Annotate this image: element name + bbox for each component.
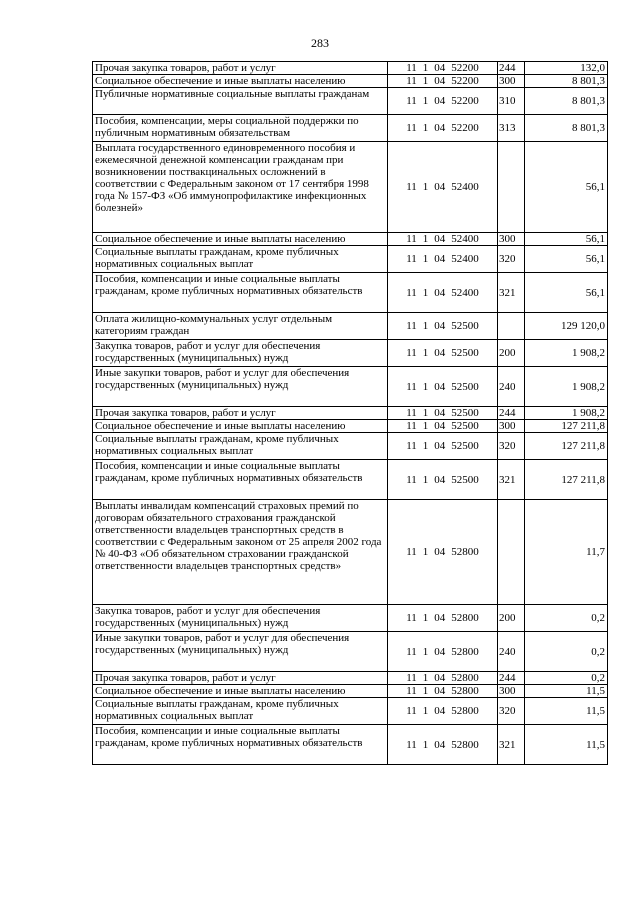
- code-code-a: 11: [406, 286, 417, 299]
- code-code-a: 11: [406, 473, 417, 486]
- code-code-c: 04: [434, 347, 446, 359]
- code-code-c: 04: [434, 122, 446, 134]
- code-target: 52800: [451, 546, 479, 558]
- row-name: Социальные выплаты гражданам, кроме публичных нормативных социальных выплат: [93, 246, 388, 273]
- code-code-b: 1: [422, 286, 429, 299]
- code-code-a: 11: [406, 75, 417, 87]
- row-code: [388, 75, 498, 88]
- code-target: 52200: [451, 122, 479, 134]
- code-code-a: 11: [406, 233, 417, 245]
- code-code-a: 11: [406, 181, 417, 193]
- row-code: [388, 433, 498, 460]
- table-row: [93, 340, 608, 367]
- row-sum: 11,5: [525, 698, 608, 725]
- table-row: [93, 142, 608, 233]
- row-code: [388, 273, 498, 313]
- row-name: Публичные нормативные социальные выплаты гражданам: [93, 88, 388, 115]
- code-code-b: 1: [422, 320, 429, 332]
- code-target: 52800: [451, 738, 479, 751]
- row-name: Закупка товаров, работ и услуг для обеспечения государственных (муниципальных) нужд: [93, 605, 388, 632]
- row-name: Иные закупки товаров, работ и услуг для обеспечения государственных (муниципальных) нужд: [93, 632, 388, 672]
- code-code-b: 1: [422, 546, 429, 558]
- code-code-a: 11: [406, 320, 417, 332]
- table-row: [93, 500, 608, 605]
- page-number: 283: [311, 36, 329, 50]
- row-expense-type: 244: [498, 407, 525, 420]
- code-code-c: 04: [434, 612, 446, 624]
- row-name: Оплата жилищно-коммунальных услуг отдельным категориям граждан: [93, 313, 388, 340]
- row-expense-type: 244: [498, 672, 525, 685]
- row-expense-type: 321: [498, 273, 525, 313]
- row-sum: 56,1: [525, 233, 608, 246]
- code-code-a: 11: [406, 62, 417, 74]
- row-sum: 0,2: [525, 605, 608, 632]
- table-row: [93, 313, 608, 340]
- row-expense-type: 300: [498, 420, 525, 433]
- row-name: Социальные выплаты гражданам, кроме публичных нормативных социальных выплат: [93, 433, 388, 460]
- code-target: 52800: [451, 612, 479, 624]
- row-sum: 132,0: [525, 62, 608, 75]
- row-sum: 8 801,3: [525, 75, 608, 88]
- budget-table: [92, 61, 608, 765]
- table-row: [93, 685, 608, 698]
- row-code: [388, 313, 498, 340]
- code-code-b: 1: [422, 420, 429, 432]
- row-sum: 129 120,0: [525, 313, 608, 340]
- row-name: Социальное обеспечение и иные выплаты населению: [93, 75, 388, 88]
- row-code: [388, 233, 498, 246]
- row-name: Пособия, компенсации и иные социальные выплаты гражданам, кроме публичных нормативных обязательств: [93, 273, 388, 313]
- row-code: [388, 407, 498, 420]
- row-expense-type: 240: [498, 632, 525, 672]
- code-code-b: 1: [422, 95, 429, 107]
- code-code-c: 04: [434, 233, 446, 245]
- row-name: Прочая закупка товаров, работ и услуг: [93, 407, 388, 420]
- code-code-c: 04: [434, 705, 446, 717]
- code-code-b: 1: [422, 473, 429, 486]
- code-target: 52400: [451, 286, 479, 299]
- code-code-c: 04: [434, 738, 446, 751]
- row-code: [388, 420, 498, 433]
- code-target: 52200: [451, 75, 479, 87]
- row-expense-type: 321: [498, 725, 525, 765]
- row-expense-type: [498, 500, 525, 605]
- row-sum: 11,7: [525, 500, 608, 605]
- table-row: [93, 420, 608, 433]
- table-row: [93, 246, 608, 273]
- row-expense-type: 200: [498, 605, 525, 632]
- code-code-c: 04: [434, 95, 446, 107]
- row-code: [388, 142, 498, 233]
- row-expense-type: 320: [498, 698, 525, 725]
- code-target: 52400: [451, 253, 479, 265]
- row-sum: 11,5: [525, 725, 608, 765]
- table-row: [93, 460, 608, 500]
- row-code: [388, 367, 498, 407]
- row-code: [388, 246, 498, 273]
- code-target: 52500: [451, 347, 479, 359]
- code-target: 52500: [451, 440, 479, 452]
- row-expense-type: [498, 313, 525, 340]
- table-row: [93, 75, 608, 88]
- row-code: [388, 115, 498, 142]
- row-sum: 1 908,2: [525, 340, 608, 367]
- row-code: [388, 698, 498, 725]
- code-code-b: 1: [422, 705, 429, 717]
- row-code: [388, 62, 498, 75]
- table-row: [93, 632, 608, 672]
- code-code-b: 1: [422, 440, 429, 452]
- row-name: Иные закупки товаров, работ и услуг для обеспечения государственных (муниципальных) нужд: [93, 367, 388, 407]
- row-sum: 127 211,8: [525, 420, 608, 433]
- row-expense-type: 244: [498, 62, 525, 75]
- row-sum: 127 211,8: [525, 433, 608, 460]
- row-name: Пособия, компенсации, меры социальной поддержки по публичным нормативным обязательствам: [93, 115, 388, 142]
- table-row: [93, 62, 608, 75]
- row-expense-type: 300: [498, 233, 525, 246]
- row-expense-type: 200: [498, 340, 525, 367]
- row-expense-type: 300: [498, 685, 525, 698]
- code-code-c: 04: [434, 473, 446, 486]
- code-code-c: 04: [434, 546, 446, 558]
- row-sum: 56,1: [525, 142, 608, 233]
- code-target: 52200: [451, 62, 479, 74]
- row-name: Социальное обеспечение и иные выплаты населению: [93, 233, 388, 246]
- code-code-c: 04: [434, 380, 446, 393]
- row-code: [388, 88, 498, 115]
- code-code-c: 04: [434, 75, 446, 87]
- code-code-b: 1: [422, 347, 429, 359]
- row-expense-type: [498, 142, 525, 233]
- code-target: 52500: [451, 420, 479, 432]
- table-row: [93, 725, 608, 765]
- row-name: Социальное обеспечение и иные выплаты населению: [93, 420, 388, 433]
- row-sum: 127 211,8: [525, 460, 608, 500]
- code-code-a: 11: [406, 380, 417, 393]
- code-code-b: 1: [422, 738, 429, 751]
- code-target: 52500: [451, 320, 479, 332]
- code-code-b: 1: [422, 75, 429, 87]
- row-sum: 8 801,3: [525, 88, 608, 115]
- code-target: 52800: [451, 672, 479, 684]
- code-code-b: 1: [422, 407, 429, 419]
- code-code-b: 1: [422, 122, 429, 134]
- code-code-a: 11: [406, 347, 417, 359]
- code-code-c: 04: [434, 420, 446, 432]
- code-code-a: 11: [406, 546, 417, 558]
- row-name: Закупка товаров, работ и услуг для обеспечения государственных (муниципальных) нужд: [93, 340, 388, 367]
- code-target: 52400: [451, 181, 479, 193]
- row-expense-type: 321: [498, 460, 525, 500]
- row-expense-type: 300: [498, 75, 525, 88]
- code-code-c: 04: [434, 407, 446, 419]
- row-sum: 11,5: [525, 685, 608, 698]
- table-row: [93, 233, 608, 246]
- table-row: [93, 605, 608, 632]
- code-target: 52800: [451, 645, 479, 658]
- row-code: [388, 685, 498, 698]
- row-code: [388, 632, 498, 672]
- code-code-a: 11: [406, 672, 417, 684]
- code-target: 52400: [451, 233, 479, 245]
- row-sum: 0,2: [525, 632, 608, 672]
- code-target: 52800: [451, 705, 479, 717]
- code-code-a: 11: [406, 122, 417, 134]
- row-name: Социальные выплаты гражданам, кроме публичных нормативных социальных выплат: [93, 698, 388, 725]
- row-code: [388, 460, 498, 500]
- code-code-b: 1: [422, 233, 429, 245]
- code-code-a: 11: [406, 440, 417, 452]
- row-sum: 1 908,2: [525, 407, 608, 420]
- code-code-b: 1: [422, 62, 429, 74]
- code-target: 52500: [451, 380, 479, 393]
- code-code-c: 04: [434, 320, 446, 332]
- code-code-c: 04: [434, 62, 446, 74]
- row-code: [388, 605, 498, 632]
- code-code-c: 04: [434, 286, 446, 299]
- code-code-c: 04: [434, 440, 446, 452]
- code-target: 52800: [451, 685, 479, 697]
- row-name: Прочая закупка товаров, работ и услуг: [93, 62, 388, 75]
- row-name: Прочая закупка товаров, работ и услуг: [93, 672, 388, 685]
- row-sum: 56,1: [525, 246, 608, 273]
- code-code-c: 04: [434, 645, 446, 658]
- code-code-a: 11: [406, 407, 417, 419]
- code-code-a: 11: [406, 685, 417, 697]
- row-expense-type: 313: [498, 115, 525, 142]
- row-sum: 0,2: [525, 672, 608, 685]
- code-target: 52200: [451, 95, 479, 107]
- code-code-b: 1: [422, 645, 429, 658]
- table-row: [93, 407, 608, 420]
- code-code-b: 1: [422, 685, 429, 697]
- code-target: 52500: [451, 473, 479, 486]
- table-row: [93, 88, 608, 115]
- row-expense-type: 310: [498, 88, 525, 115]
- row-name: Выплата государственного единовременного пособия и ежемесячной денежной компенсации гражданам при возникновении поствакцинальных осложнений в соответствии с Федеральным законом от 17 сентября 1998 года № 157-ФЗ «Об иммунопрофилактике инфекционных болезней»: [93, 142, 388, 233]
- row-sum: 56,1: [525, 273, 608, 313]
- code-code-a: 11: [406, 253, 417, 265]
- row-name: Социальное обеспечение и иные выплаты населению: [93, 685, 388, 698]
- code-code-b: 1: [422, 181, 429, 193]
- row-sum: 1 908,2: [525, 367, 608, 407]
- table-row: [93, 273, 608, 313]
- row-name: Пособия, компенсации и иные социальные выплаты гражданам, кроме публичных нормативных обязательств: [93, 460, 388, 500]
- code-code-b: 1: [422, 612, 429, 624]
- code-code-c: 04: [434, 685, 446, 697]
- table-row: [93, 115, 608, 142]
- code-code-a: 11: [406, 738, 417, 751]
- row-sum: 8 801,3: [525, 115, 608, 142]
- row-code: [388, 500, 498, 605]
- code-code-b: 1: [422, 672, 429, 684]
- row-expense-type: 240: [498, 367, 525, 407]
- code-code-a: 11: [406, 612, 417, 624]
- code-code-b: 1: [422, 380, 429, 393]
- code-code-a: 11: [406, 705, 417, 717]
- code-target: 52500: [451, 407, 479, 419]
- table-row: [93, 433, 608, 460]
- row-code: [388, 340, 498, 367]
- row-code: [388, 672, 498, 685]
- table-row: [93, 672, 608, 685]
- row-expense-type: 320: [498, 246, 525, 273]
- row-name: Выплаты инвалидам компенсаций страховых премий по договорам обязательного страхования гражданской ответственности владельцев транспортных средств в соответствии с Федеральным законом от 25 апреля 2002 года № 40-ФЗ «Об обязательном страховании гражданской ответственности владельцев транспортных средств»: [93, 500, 388, 605]
- code-code-c: 04: [434, 253, 446, 265]
- code-code-a: 11: [406, 645, 417, 658]
- row-name: Пособия, компенсации и иные социальные выплаты гражданам, кроме публичных нормативных обязательств: [93, 725, 388, 765]
- code-code-c: 04: [434, 672, 446, 684]
- code-code-a: 11: [406, 420, 417, 432]
- row-code: [388, 725, 498, 765]
- row-expense-type: 320: [498, 433, 525, 460]
- code-code-b: 1: [422, 253, 429, 265]
- table-row: [93, 367, 608, 407]
- code-code-a: 11: [406, 95, 417, 107]
- table-row: [93, 698, 608, 725]
- code-code-c: 04: [434, 181, 446, 193]
